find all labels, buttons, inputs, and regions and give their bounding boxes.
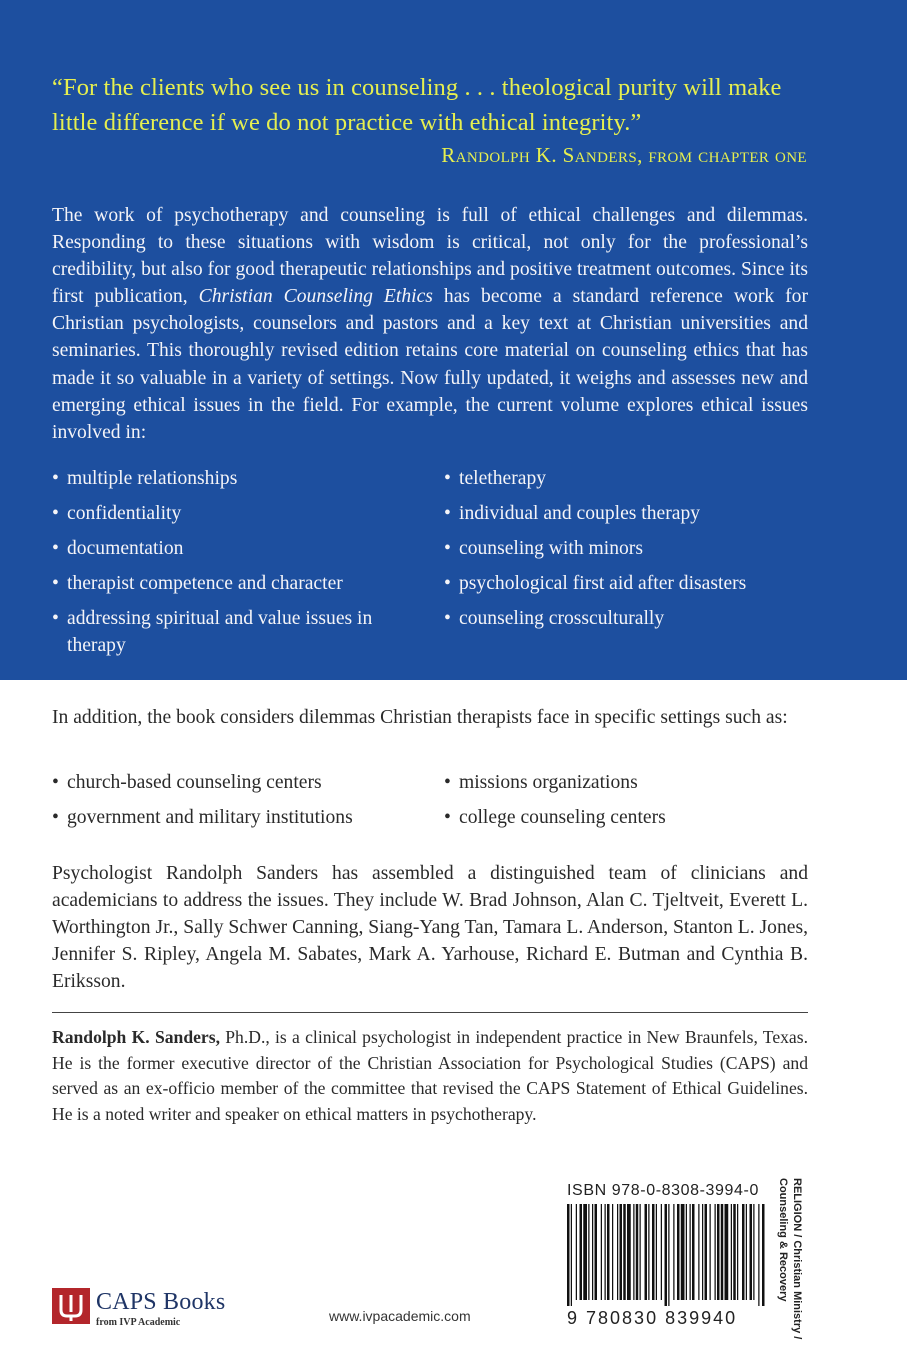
barcode-bar <box>656 1204 657 1300</box>
settings-list-right <box>444 769 804 839</box>
book-title: Christian Counseling Ethics <box>198 286 433 308</box>
barcode-bar <box>742 1204 745 1300</box>
list-item: • government and military institutions <box>52 804 432 831</box>
list-item: • missions organizations <box>444 769 804 796</box>
barcode-bar <box>617 1204 618 1300</box>
barcode-bar <box>731 1204 732 1300</box>
settings-list-left <box>52 769 432 839</box>
isbn-label: ISBN 978-0-8308-3994-0 <box>567 1182 759 1199</box>
barcode <box>565 1204 767 1306</box>
list-item: • counseling with minors <box>444 535 804 562</box>
barcode-bar <box>721 1204 724 1300</box>
barcode-bar <box>677 1204 680 1300</box>
publisher-name: CAPS Books <box>96 1289 226 1315</box>
barcode-bar <box>746 1204 747 1300</box>
intro-text-1: The work of psychotherapy and counseling is full of ethical challenges and dilemmas. Responding to these situations with wisdom is critical, not only for the professional’s credibility, but also for good therapeutic relationships and positive treatment outcomes. Since its first publication, <box>52 205 808 308</box>
barcode-bar <box>762 1204 765 1306</box>
barcode-bar <box>627 1204 631 1300</box>
issues-list-right <box>444 465 804 640</box>
barcode-bar <box>702 1204 703 1300</box>
barcode-bar <box>576 1204 577 1300</box>
barcode-bar <box>665 1204 668 1306</box>
barcode-bar <box>605 1204 606 1300</box>
barcode-bar <box>737 1204 738 1300</box>
barcode-bar <box>710 1204 711 1300</box>
list-item: • psychological first aid after disasters <box>444 570 804 597</box>
barcode-bar <box>715 1204 716 1300</box>
author-name: Randolph K. Sanders, <box>52 1027 220 1047</box>
list-item: • counseling crossculturally <box>444 605 804 632</box>
pull-quote: “For the clients who see us in counseling . . . theological purity will make little difference if we do not practice with ethical integrity.” <box>52 74 782 136</box>
issues-list-left <box>52 465 402 667</box>
barcode-bar <box>620 1204 623 1300</box>
barcode-bar <box>636 1204 639 1300</box>
barcode-bar <box>571 1204 572 1306</box>
barcode-bar <box>601 1204 602 1300</box>
list-item: • multiple relationships <box>52 465 402 492</box>
list-item: • documentation <box>52 535 402 562</box>
settings-intro: In addition, the book considers dilemmas Christian therapists face in specific settings such as: <box>52 707 788 728</box>
list-item: • therapist competence and character <box>52 570 402 597</box>
barcode-bar <box>592 1204 593 1300</box>
barcode-bar <box>580 1204 583 1300</box>
barcode-bar <box>758 1204 759 1306</box>
barcode-bar <box>645 1204 648 1300</box>
barcode-bar <box>668 1204 669 1306</box>
author-bio-text: Ph.D., is a clinical psychologist in independent practice in New Braunfels, Texas. He is the former executive director of the Christian Association for Psychological Studies (CAPS) and served as an ex-officio member of the committee that revised the CAPS Statement of Ethical Guidelines. He is a noted writer and speaker on ethical matters in psychotherapy. <box>52 1027 808 1124</box>
list-item: • individual and couples therapy <box>444 500 804 527</box>
barcode-bar <box>595 1204 598 1300</box>
barcode-bar <box>692 1204 695 1300</box>
barcode-bar <box>698 1204 699 1300</box>
barcode-bar <box>652 1204 655 1300</box>
intro-paragraph <box>52 202 808 446</box>
barcode-digits: 9 780830 839940 <box>567 1308 738 1328</box>
list-item: • teletherapy <box>444 465 804 492</box>
quote-attribution: Randolph K. Sanders, from chapter one <box>441 143 807 167</box>
barcode-bar <box>633 1204 634 1300</box>
barcode-bar <box>705 1204 708 1300</box>
barcode-bar <box>717 1204 720 1300</box>
caps-logo-icon <box>52 1288 90 1324</box>
barcode-bar <box>567 1204 570 1306</box>
list-item: • college counseling centers <box>444 804 804 831</box>
barcode-bar <box>583 1204 587 1300</box>
barcode-bar <box>681 1204 685 1300</box>
publisher-subtitle: from IVP Academic <box>96 1317 181 1328</box>
barcode-bar <box>725 1204 729 1300</box>
barcode-bar <box>750 1204 753 1300</box>
contributors-paragraph: Psychologist Randolph Sanders has assembled a distinguished team of clinicians and academicians to address the issues. They include W. Brad Johnson, Alan C. Tjeltveit, Everett L. Worthington Jr., Sally Schwer Canning, Siang-Yang Tan, Tamara L. Anderson, Stanton L. Jones, Jennifer S. Ripley, Angela M. Sabates, Mark A. Yarhouse, Richard E. Butman and Cynthia B. Eriksson. <box>52 863 808 993</box>
list-item: • church-based counseling centers <box>52 769 432 796</box>
barcode-bar <box>673 1204 674 1300</box>
barcode-bar <box>733 1204 736 1300</box>
barcode-bar <box>588 1204 589 1300</box>
barcode-bar <box>661 1204 662 1300</box>
barcode-bar <box>753 1204 754 1300</box>
barcode-bar <box>686 1204 687 1300</box>
barcode-bar <box>648 1204 649 1300</box>
website-url: www.ivpacademic.com <box>329 1308 471 1324</box>
barcode-bar <box>623 1204 626 1300</box>
barcode-bar <box>640 1204 641 1300</box>
barcode-bar <box>607 1204 610 1300</box>
list-item: • addressing spiritual and value issues in therapy <box>52 605 402 659</box>
section-divider <box>52 1012 808 1013</box>
list-item: • confidentiality <box>52 500 402 527</box>
category-label: RELIGION / Christian Ministry / Counseling & Recovery <box>777 1178 803 1340</box>
barcode-bar <box>690 1204 691 1300</box>
author-bio <box>52 1025 808 1127</box>
intro-text-2: has become a standard reference work for Christian psychologists, counselors and pastors and a key text at Christian universities and seminaries. This thoroughly revised edition retains core material on counseling ethics that has made it so valuable in a variety of settings. Now fully updated, it weighs and assesses new and emerging ethical issues in the field. For example, the current volume explores ethical issues involved in: <box>52 286 808 443</box>
barcode-bar <box>612 1204 613 1300</box>
